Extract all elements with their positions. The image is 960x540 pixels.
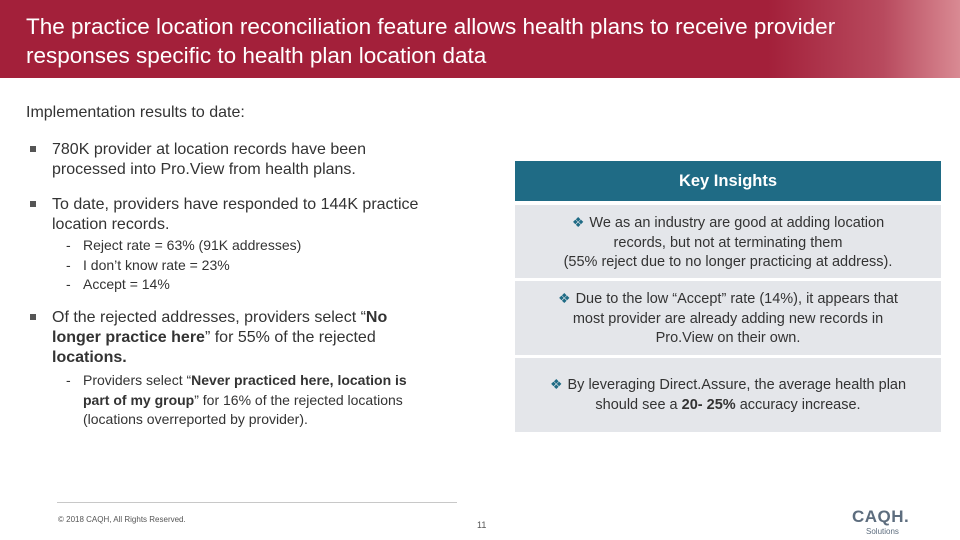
insight-line: We as an industry are good at adding location [589, 215, 885, 231]
header-banner [0, 0, 960, 78]
insight-box-2 [515, 281, 941, 355]
key-insights-heading: Key Insights [515, 161, 941, 201]
bold-run: longer practice here [52, 329, 205, 346]
bullet-square-icon [30, 201, 36, 207]
text-run: ” for 16% of the rejected locations [194, 391, 403, 408]
bold-run: locations. [52, 349, 127, 366]
text-run: Of the rejected addresses, providers select “ [52, 309, 366, 326]
insight-box-1 [515, 205, 941, 278]
page-number: 11 [477, 520, 487, 530]
bullet-square-icon [30, 146, 36, 152]
bold-run: part of my group [83, 391, 195, 408]
insight-line: (55% reject due to no longer practicing at address). [563, 254, 893, 270]
bullet-text [52, 195, 482, 235]
insight-line: By leveraging Direct.Assure, the average health plan [567, 377, 907, 393]
insight-line: Due to the low “Accept” rate (14%), it appears that [575, 291, 898, 307]
dash-icon: - [66, 257, 71, 273]
insight-line: Pro.View on their own. [655, 330, 801, 346]
bullet-line: location records. [52, 216, 170, 233]
diamond-bullet-icon: ❖ [558, 290, 571, 306]
title-line-1: The practice location reconciliation feature allows health plans to receive provider [26, 14, 836, 39]
title-line-2: responses specific to health plan location data [26, 43, 487, 68]
insight-box-3 [515, 358, 941, 432]
bullet-text [52, 308, 482, 368]
text-run: (locations overreported by provider). [83, 411, 308, 427]
text-run: ” for 55% of the rejected [204, 329, 376, 346]
bullet-line: To date, providers have responded to 144K practice [52, 196, 419, 213]
copyright-text: © 2018 CAQH, All Rights Reserved. [58, 515, 186, 524]
bullet-line: processed into Pro.View from health plans. [52, 161, 356, 178]
bullet-line: 780K provider at location records have been [52, 141, 366, 158]
dash-icon: - [66, 237, 71, 253]
diamond-bullet-icon: ❖ [549, 376, 563, 392]
bold-run: No [365, 309, 388, 326]
bullet-text [52, 140, 482, 180]
intro-heading: Implementation results to date: [26, 104, 245, 121]
logo-tagline: Solutions [866, 527, 899, 536]
text-run: should see a [595, 396, 682, 413]
text-run: accuracy increase. [735, 396, 861, 413]
logo-wordmark: CAQH. [852, 507, 910, 526]
page-title [26, 12, 926, 70]
footer-divider [57, 502, 457, 503]
bullet-square-icon [30, 314, 36, 320]
sub-text [83, 371, 463, 430]
bold-run: Never practiced here, location is [191, 372, 407, 388]
diamond-bullet-icon: ❖ [571, 214, 585, 230]
insight-line: most provider are already adding new records in [572, 310, 884, 327]
caqh-logo [852, 507, 918, 537]
insight-line: records, but not at terminating them [613, 234, 843, 251]
bold-run: 20- 25% [681, 396, 736, 413]
text-run: Providers select “ [83, 372, 192, 388]
sub-text: Reject rate = 63% (91K addresses) [83, 237, 302, 253]
sub-text: Accept = 14% [83, 276, 170, 292]
sub-text: I don’t know rate = 23% [83, 257, 230, 273]
dash-icon: - [66, 276, 71, 292]
dash-icon: - [66, 372, 71, 388]
